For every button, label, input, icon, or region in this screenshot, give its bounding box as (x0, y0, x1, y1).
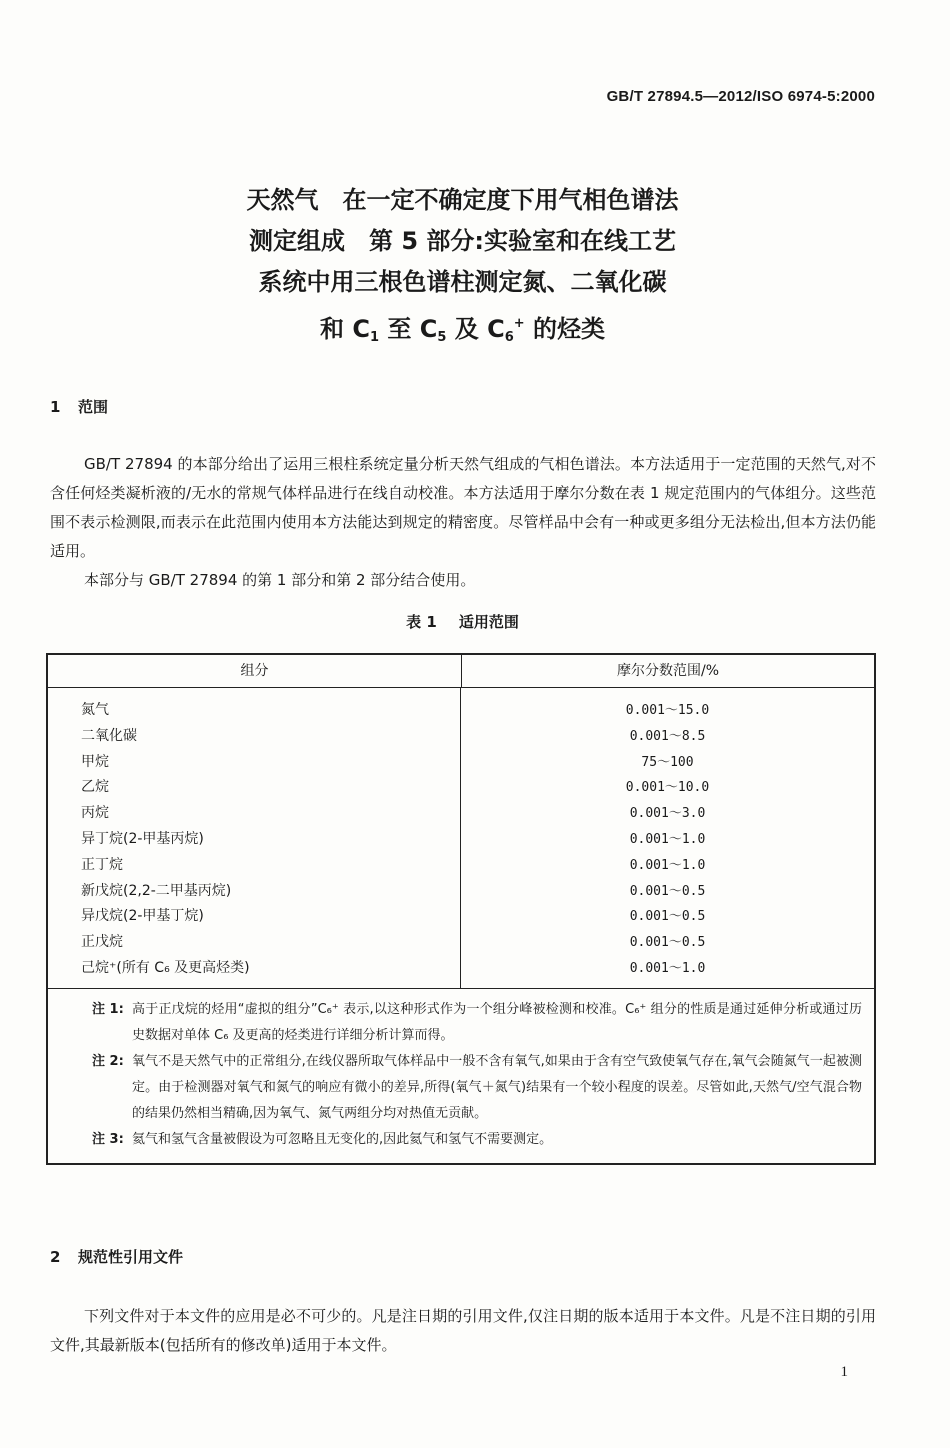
component-cell: 二氧化碳 (81, 727, 137, 744)
table-note-3 (92, 1127, 862, 1153)
section-1-title: 范围 (78, 398, 109, 416)
table-1-caption-number: 表 1 (406, 613, 437, 631)
section-1-number: 1 (50, 398, 61, 416)
section-2-number: 2 (50, 1248, 61, 1266)
note-label: 注 3: (92, 1131, 124, 1147)
range-cell: 0.001～1.0 (629, 960, 706, 976)
component-cell: 正戊烷 (81, 934, 123, 951)
component-column (48, 688, 461, 988)
range-cell: 0.001～0.5 (629, 883, 706, 899)
range-cell: 0.001～8.5 (629, 728, 706, 744)
component-cell: 己烷⁺(所有 C₆ 及更高烃类) (81, 959, 250, 976)
component-cell: 新戊烷(2,2-二甲基丙烷) (81, 882, 232, 899)
note-text: 氦气和氢气含量被假设为可忽略且无变化的,因此氦气和氢气不需要测定。 (132, 1131, 553, 1147)
note-label: 注 2: (92, 1053, 124, 1069)
component-cell: 乙烷 (81, 779, 109, 796)
range-cell: 75～100 (641, 754, 694, 770)
range-cell: 0.001～10.0 (625, 780, 710, 796)
title-line-4: 和 $C_1$ 至 $C_5$ 及 $C_6^+$ 的烃类 (319, 315, 606, 345)
component-cell: 异丁烷(2-甲基丙烷) (81, 830, 204, 847)
table-note-1 (92, 997, 862, 1049)
title-line-1: 天然气 在一定不确定度下用气相色谱法 (246, 186, 679, 214)
range-cell: 0.001～1.0 (629, 857, 706, 873)
component-cell: 甲烷 (81, 753, 109, 770)
column-header-component: 组分 (48, 655, 462, 687)
table-header-row (48, 655, 874, 688)
range-column (461, 688, 874, 988)
range-cell: 0.001～15.0 (625, 703, 710, 718)
column-header-range: 摩尔分数范围/% (616, 663, 720, 679)
component-cell: 氮气 (81, 702, 109, 718)
section-2-title: 规范性引用文件 (78, 1248, 184, 1266)
range-cell: 0.001～0.5 (629, 935, 706, 951)
section-2-paragraph-1: 下列文件对于本文件的应用是必不可少的。凡是注日期的引用文件,仅注日期的版本适用于本文件。凡是不注日期的引用文件,其最新版本(包括所有的修改单)适用于本文件。 (50, 1307, 876, 1354)
component-cell: 正丁烷 (81, 856, 123, 873)
title-line-2: 测定组成 第 5 部分:实验室和在线工艺 (248, 227, 676, 255)
table-1 (46, 653, 876, 1165)
range-cell: 0.001～0.5 (629, 909, 706, 925)
note-text: 氧气不是天然气中的正常组分,在线仪器所取气体样品中一般不含有氧气,如果由于含有空气致使氧气存在,氧气会随氮气一起被测定。由于检测器对氧气和氮气的响应有微小的差异,所得(氧气＋氮气)结果有一个较小程度的误差。尽管如此,天然气/空气混合物的结果仍然相当精确,因为氧气、氮气两组分均对热值无贡献。 (132, 1053, 862, 1121)
page-number: 1 (840, 1364, 848, 1380)
table-note-2 (92, 1049, 862, 1127)
range-cell: 0.001～3.0 (629, 806, 706, 822)
section-1-paragraph-1: GB/T 27894 的本部分给出了运用三根柱系统定量分析天然气组成的气相色谱法。本方法适用于一定范围的天然气,对不含任何烃类凝析液的/无水的常规气体样品进行在线自动校准。本方法适用于摩尔分数在表 1 规定范围内的气体组分。这些范围不表示检测限,而表示在此范围内使用本方法能达到规定的精密度。尽管样品中会有一种或更多组分无法检出,但本方法仍能适用。 (50, 455, 876, 560)
range-cell: 0.001～1.0 (629, 831, 706, 847)
title-line-3: 系统中用三根色谱柱测定氮、二氧化碳 (258, 268, 667, 296)
note-label: 注 1: (92, 1001, 124, 1017)
section-1-heading (50, 396, 108, 417)
table-notes (48, 989, 874, 1163)
note-text: 高于正戊烷的烃用“虚拟的组分”C₆⁺ 表示,以这种形式作为一个组分峰被检测和校准。C₆⁺ 组分的性质是通过延伸分析或通过历史数据对单体 C₆ 及更高的烃类进行详细分析计算而得。 (132, 1001, 862, 1043)
standard-code: GB/T 27894.5—2012/ISO 6974-5:2000 (606, 88, 875, 105)
component-cell: 异戊烷(2-甲基丁烷) (81, 908, 204, 925)
section-1-paragraph-2: 本部分与 GB/T 27894 的第 1 部分和第 2 部分结合使用。 (84, 571, 476, 589)
table-body (48, 688, 874, 989)
document-title (0, 180, 925, 358)
table-1-caption-title: 适用范围 (458, 613, 519, 631)
section-2-heading (50, 1246, 183, 1267)
component-cell: 丙烷 (81, 805, 109, 822)
table-1-caption (0, 611, 925, 632)
